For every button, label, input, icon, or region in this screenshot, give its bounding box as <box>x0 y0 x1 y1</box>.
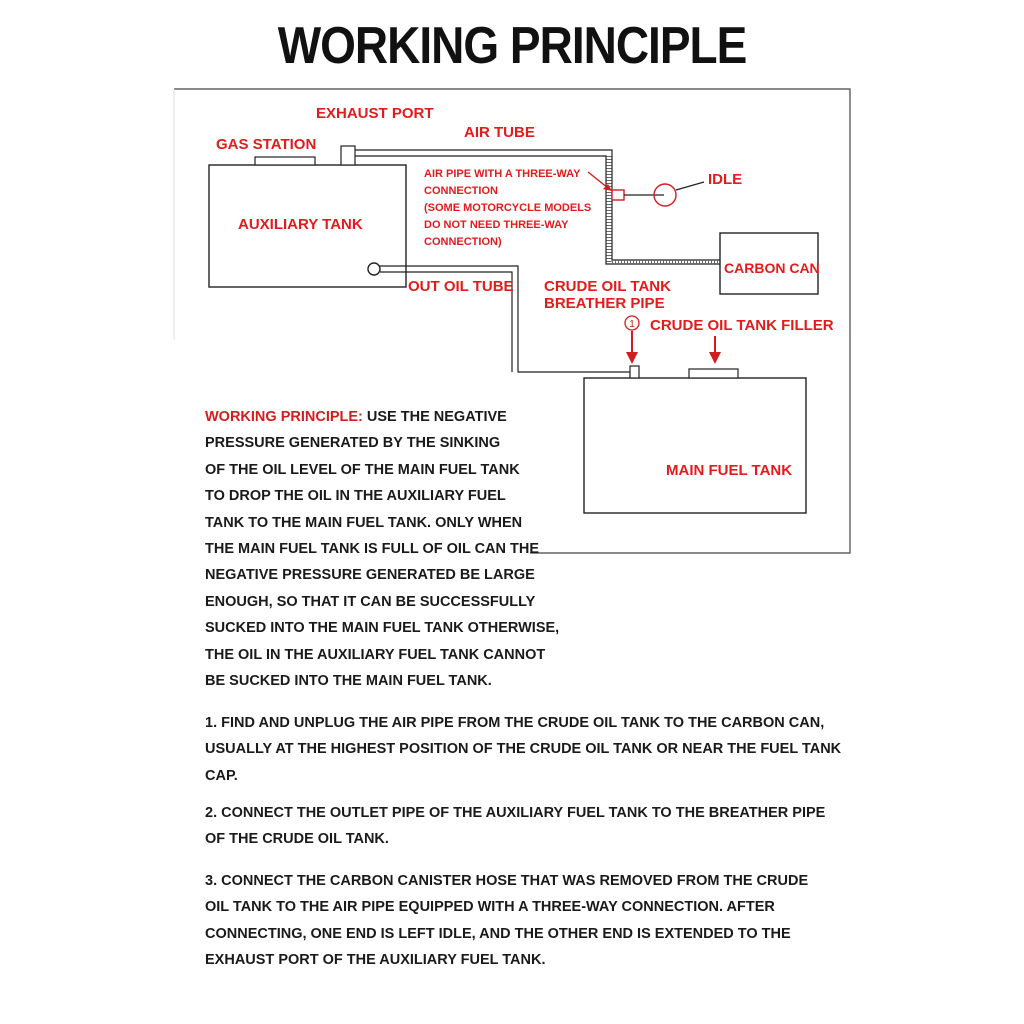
three-way-connector <box>612 190 624 200</box>
carbon-can-label: CARBON CAN <box>724 260 820 276</box>
step-1 <box>205 710 865 789</box>
principle-line: TANK TO THE MAIN FUEL TANK. ONLY WHEN <box>205 514 523 531</box>
out-oil-tube-label: OUT OIL TUBE <box>408 278 514 295</box>
step-line: CAP. <box>205 767 238 784</box>
page-title: WORKING PRINCIPLE <box>277 15 747 75</box>
main-tank-filler <box>689 369 738 378</box>
step-line: 3. CONNECT THE CARBON CANISTER HOSE THAT WAS REMOVED FROM THE CRUDE <box>205 873 809 889</box>
step-line: OF THE CRUDE OIL TANK. <box>205 831 389 848</box>
working-principle-text <box>205 404 559 694</box>
principle-lead: WORKING PRINCIPLE: <box>205 409 363 425</box>
principle-line: ENOUGH, SO THAT IT CAN BE SUCCESSFULLY <box>205 593 536 610</box>
exhaust-port-label: EXHAUST PORT <box>316 105 434 122</box>
crude-filler-label: CRUDE OIL TANK FILLER <box>650 317 848 334</box>
principle-line: OF THE OIL LEVEL OF THE MAIN FUEL TANK <box>205 461 520 478</box>
idle-pointer <box>676 182 704 190</box>
idle-label: IDLE <box>708 171 743 188</box>
principle-line: TO DROP THE OIL IN THE AUXILIARY FUEL <box>205 488 506 505</box>
principle-line: BE SUCKED INTO THE MAIN FUEL TANK. <box>205 673 492 690</box>
air-pipe-note-line: CONNECTION) <box>424 236 502 248</box>
principle-line: THE MAIN FUEL TANK IS FULL OF OIL CAN THE <box>205 541 540 558</box>
principle-line: WORKING PRINCIPLE: USE THE NEGATIVE <box>205 409 507 425</box>
step-3 <box>205 868 865 974</box>
crude-breather-label <box>544 278 671 312</box>
step-line: OIL TANK TO THE AIR PIPE EQUIPPED WITH A THREE-WAY CONNECTION. AFTER <box>205 899 775 916</box>
main-fuel-tank <box>584 378 806 513</box>
gas-station-label: GAS STATION <box>216 136 317 153</box>
step-2 <box>205 800 865 853</box>
exhaust-port <box>341 146 355 165</box>
principle-line: PRESSURE GENERATED BY THE SINKING <box>205 435 501 452</box>
principle-line: NEGATIVE PRESSURE GENERATED BE LARGE <box>205 567 535 584</box>
breather-pipe-port <box>630 366 639 378</box>
step-line: 2. CONNECT THE OUTLET PIPE OF THE AUXILIARY FUEL TANK TO THE BREATHER PIPE <box>205 805 826 821</box>
breather-arrowhead <box>626 352 638 364</box>
crude-breather-line1: CRUDE OIL TANK <box>544 278 671 295</box>
out-oil-port <box>368 263 380 275</box>
step-line: EXHAUST PORT OF THE AUXILIARY FUEL TANK. <box>205 952 546 969</box>
marker-1-text: 1 <box>629 319 635 330</box>
air-pipe-note-line: (SOME MOTORCYCLE MODELS <box>424 202 592 214</box>
air-pipe-note <box>424 166 591 251</box>
filler-arrowhead <box>709 352 721 364</box>
principle-line: SUCKED INTO THE MAIN FUEL TANK OTHERWISE, <box>205 620 560 637</box>
air-pipe-note-line: AIR PIPE WITH A THREE-WAY <box>424 168 581 180</box>
air-pipe-note-line: CONNECTION <box>424 185 498 197</box>
gas-station-cap <box>255 157 315 165</box>
step-line: CONNECTING, ONE END IS LEFT IDLE, AND THE OTHER END IS EXTENDED TO THE <box>205 925 791 942</box>
air-pipe-note-line: DO NOT NEED THREE-WAY <box>424 219 569 231</box>
air-tube-label: AIR TUBE <box>464 124 535 141</box>
auxiliary-tank-label: AUXILIARY TANK <box>238 216 363 233</box>
crude-breather-line2: BREATHER PIPE <box>544 295 665 312</box>
step-line: USUALLY AT THE HIGHEST POSITION OF THE CRUDE OIL TANK OR NEAR THE FUEL TANK <box>205 741 842 758</box>
main-fuel-tank-label: MAIN FUEL TANK <box>666 462 793 479</box>
step-line: 1. FIND AND UNPLUG THE AIR PIPE FROM THE CRUDE OIL TANK TO THE CARBON CAN, <box>205 715 825 731</box>
principle-line: THE OIL IN THE AUXILIARY FUEL TANK CANNOT <box>205 646 546 663</box>
